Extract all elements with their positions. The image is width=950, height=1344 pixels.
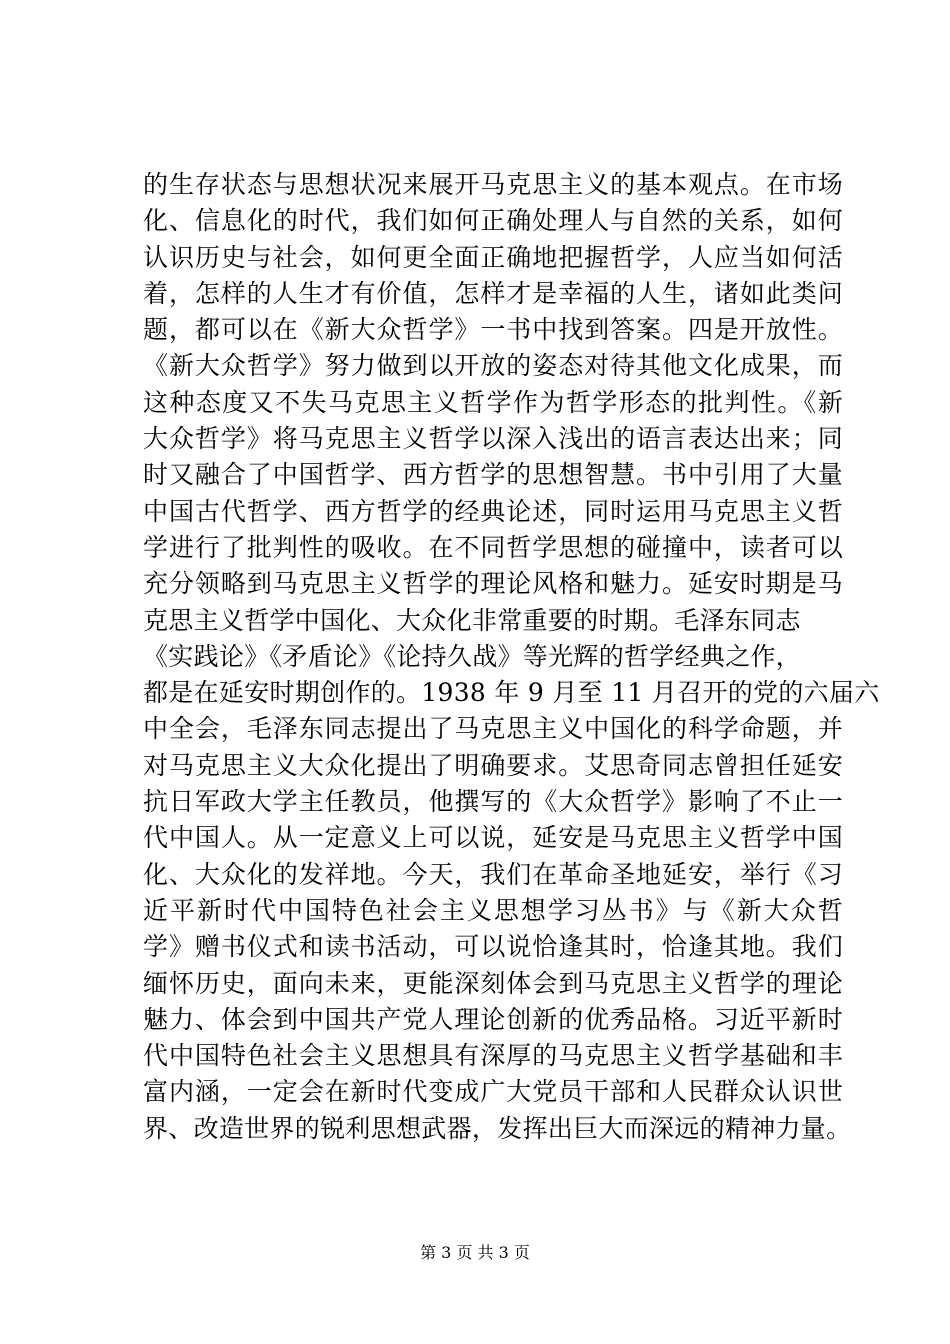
text-line: 中国古代哲学、西方哲学的经典论述，同时运用马克思主义哲 [143,496,843,526]
page-number-footer: 第 3 页 共 3 页 [420,1243,530,1262]
text-line: 题，都可以在《新大众哲学》一书中找到答案。四是开放性。 [143,315,843,345]
text-line: 的生存状态与思想状况来展开马克思主义的基本观点。在市场 [143,170,843,199]
body-text [143,167,880,1147]
text-line: 克思主义哲学中国化、大众化非常重要的时期。毛泽东同志 [143,605,801,635]
text-line: 时又融合了中国哲学、西方哲学的思想智慧。书中引用了大量 [143,460,843,490]
text-line: 近平新时代中国特色社会主义思想学习丛书》与《新大众哲 [143,895,843,925]
text-line: 中全会，毛泽东同志提出了马克思主义中国化的科学命题，并 [143,714,843,744]
text-line: 界、改造世界的锐利思想武器，发挥出巨大而深远的精神力量。 [143,1113,852,1143]
text-line: 认识历史与社会，如何更全面正确地把握哲学，人应当如何活 [143,242,843,272]
text-line: 化、信息化的时代，我们如何正确处理人与自然的关系，如何 [143,206,843,236]
text-line: 富内涵，一定会在新时代变成广大党员干部和人民群众认识世 [143,1077,843,1107]
text-line: 这种态度又不失马克思主义哲学作为哲学形态的批判性。《新 [143,387,843,417]
text-line: 都是在延安时期创作的。1938 年 9 月至 11 月召开的党的六届六 [143,678,880,708]
text-line: 代中国人。从一定意义上可以说，延安是马克思主义哲学中国 [143,823,843,853]
text-line: 对马克思主义大众化提出了明确要求。艾思奇同志曾担任延安 [143,750,843,780]
text-line: 缅怀历史，面向未来，更能深刻体会到马克思主义哲学的理论 [143,968,843,998]
text-line: 《实践论》《矛盾论》《论持久战》等光辉的哲学经典之作， [143,641,802,671]
text-line: 大众哲学》将马克思主义哲学以深入浅出的语言表达出来；同 [143,424,843,454]
text-line: 化、大众化的发祥地。今天，我们在革命圣地延安，举行《习 [143,859,843,889]
text-line: 代中国特色社会主义思想具有深厚的马克思主义哲学基础和丰 [143,1041,843,1071]
text-line: 充分领略到马克思主义哲学的理论风格和魅力。延安时期是马 [143,569,843,599]
text-line: 《新大众哲学》努力做到以开放的姿态对待其他文化成果，而 [143,351,843,381]
text-line: 抗日军政大学主任教员，他撰写的《大众哲学》影响了不止一 [143,787,843,817]
text-line: 学进行了批判性的吸收。在不同哲学思想的碰撞中，读者可以 [143,532,843,562]
text-line: 着，怎样的人生才有价值，怎样才是幸福的人生，诸如此类问 [143,278,843,308]
text-line: 魅力、体会到中国共产党人理论创新的优秀品格。习近平新时 [143,1004,843,1034]
text-line: 学》赠书仪式和读书活动，可以说恰逢其时，恰逢其地。我们 [143,932,843,962]
